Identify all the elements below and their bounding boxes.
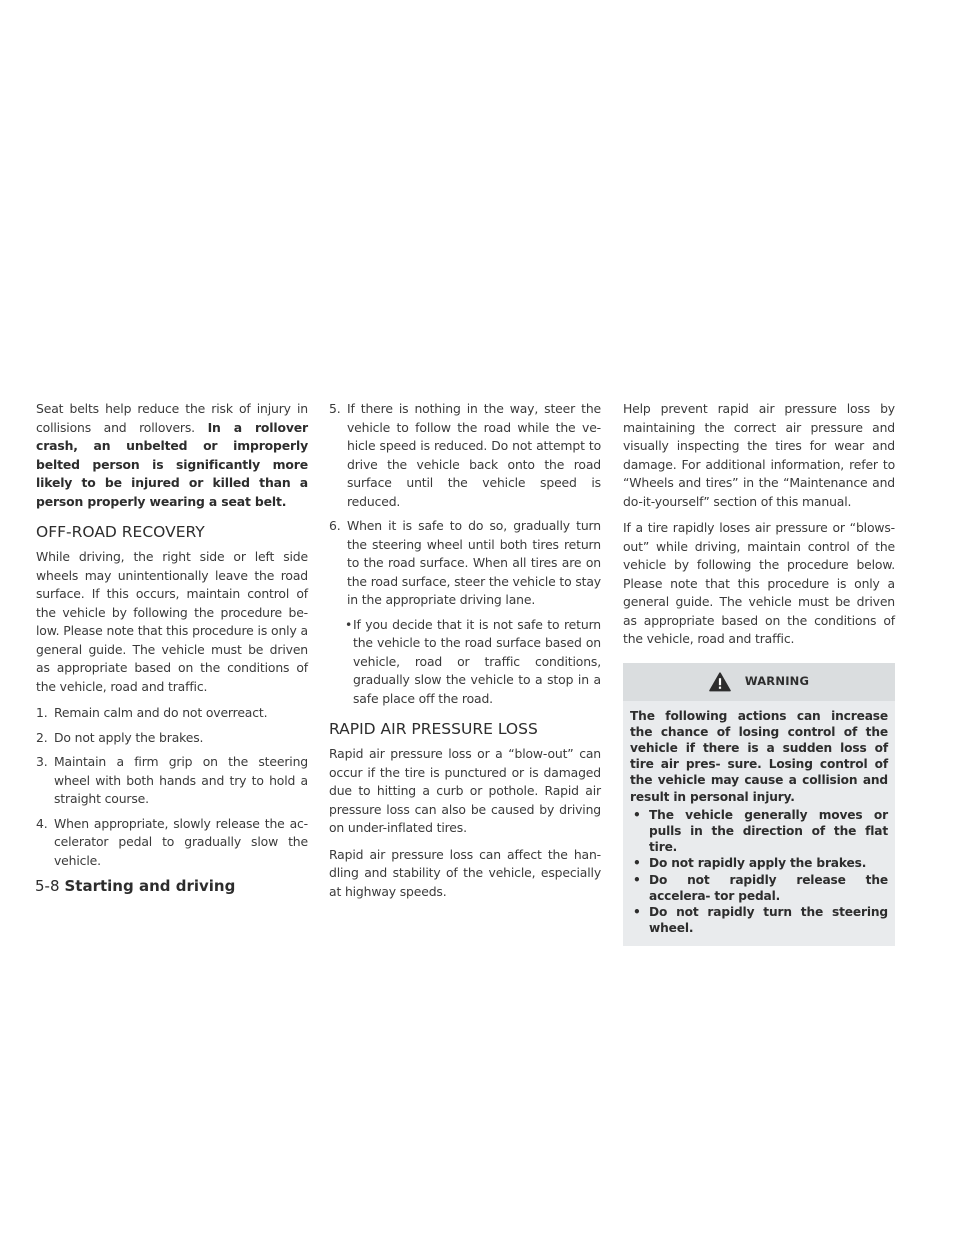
bullet-dot-icon: • [345, 616, 353, 632]
rapid-air-heading: RAPID AIR PRESSURE LOSS [329, 720, 538, 738]
seatbelt-paragraph [36, 400, 308, 511]
list-item: 6. When it is safe to do so, gradually turn the steering wheel until both tires return to the road surface. When all tires are on the road surface, steer the vehicle to stay in the appropriate driving lane. [329, 518, 601, 607]
warning-label: WARNING [744, 674, 810, 689]
warning-list [630, 807, 888, 937]
offroad-heading: OFF-ROAD RECOVERY [36, 523, 205, 541]
section-title: Starting and driving [64, 877, 236, 895]
list-item: • The vehicle generally moves or pulls in the direction of the flat tire. [633, 807, 888, 855]
page-number: 5-8 [35, 877, 60, 895]
offroad-steps-continued [329, 400, 601, 610]
column-left [36, 400, 308, 876]
list-item: 4. When appropriate, slowly release the ac- celerator pedal to gradually slow the vehicle. [36, 815, 308, 868]
list-item: • Do not rapidly release the accelera- tor pedal. [633, 872, 888, 903]
offroad-steps-list [36, 704, 308, 870]
warning-triangle-icon [709, 672, 731, 692]
warning-header [623, 663, 895, 701]
rapid-air-paragraph-1: Rapid air pressure loss or a “blow-out” can occur if the tire is punctured or is damaged due to hitting a curb or pothole. Rapid air pressure loss can also be caused by driving on under-inflated tires. [329, 746, 601, 835]
warning-box [623, 663, 895, 947]
page-footer [35, 877, 235, 895]
blowout-paragraph: If a tire rapidly loses air pressure or “blows- out” while driving, maintain control of the vehicle by following the procedure below. Please note that this procedure is only a general guide. The vehicle must be driven as appropriate based on the conditions of the vehicle, road and traffic. [623, 520, 895, 646]
list-item: 3. Maintain a firm grip on the steering wheel with both hands and try to hold a straight course. [36, 754, 308, 806]
column-right [623, 400, 895, 946]
seatbelt-bold-text: In a rollover crash, an unbelted or improperly belted person is significantly more likely to be injured or killed than a person properly wearing a seat belt. [36, 419, 308, 509]
list-item: • Do not rapidly apply the brakes. [633, 856, 867, 871]
warning-body [623, 701, 895, 947]
prevention-paragraph: Help prevent rapid air pressure loss by maintaining the correct air pressure and visually inspecting the tires for wear and damage. For additional information, refer to “Wheels and tires” in the “Maintenance and do-it-yourself” section of this manual. [623, 401, 895, 509]
list-item: • Do not rapidly turn the steering wheel. [633, 904, 888, 936]
list-item: 1. Remain calm and do not overreact. [36, 705, 268, 720]
column-middle [329, 400, 601, 901]
sub-bullet-item: • If you decide that it is not safe to return the vehicle to the road surface based on vehicle, road or traffic conditions, gradually slow the vehicle to a stop in a safe place off the road. [345, 616, 601, 706]
seatbelt-text: Seat belts help reduce the risk of injury in collisions and rollovers. [36, 401, 308, 435]
list-item: 2. Do not apply the brakes. [36, 729, 204, 745]
rapid-air-paragraph-2: Rapid air pressure loss can affect the han- dling and stability of the vehicle, especially at highway speeds. [329, 846, 601, 899]
list-item: 5. If there is nothing in the way, steer the vehicle to follow the road while the ve- hicle speed is reduced. Do not attempt to drive the vehicle back onto the road surface until the vehicle speed is reduced. [329, 401, 601, 509]
offroad-paragraph: While driving, the right side or left side wheels may unintentionally leave the road surface. If this occurs, maintain control of the vehicle by following the procedure be- low. Please note that this procedure is only a general guide. The vehicle must be driven as appropriate based on the conditions of the vehicle, road and traffic. [36, 549, 308, 694]
warning-intro: The following actions can increase the chance of losing control of the vehicle if there is a sudden loss of tire air pres- sure. Losing control of the vehicle may cause a collision and result in personal injury. [630, 708, 888, 804]
